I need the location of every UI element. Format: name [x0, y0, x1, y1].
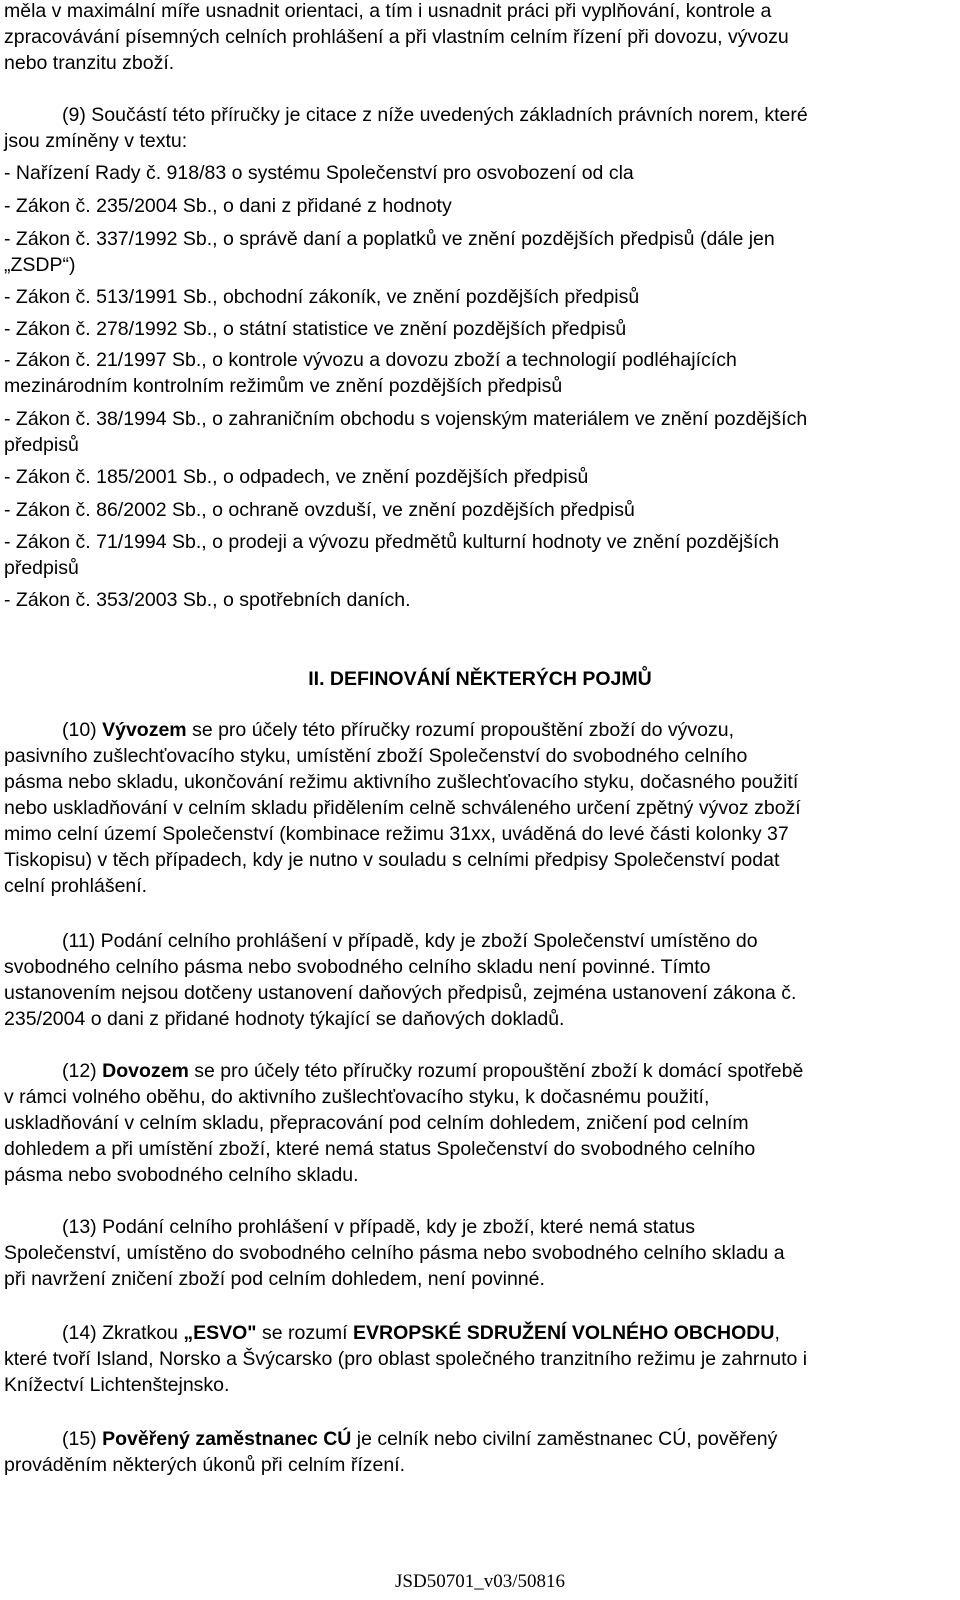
paragraph-12-line: uskladňování v celním skladu, přepracování pod celním dohledem, zničení pod celním [4, 1112, 749, 1134]
paragraph-10-line: pásma nebo skladu, ukončování režimu aktivního zušlechťovacího styku, dočasného použití [4, 771, 799, 793]
paragraph-text: se pro účely této příručky rozumí propouštění zboží do vývozu, [186, 719, 734, 741]
law-list-item: - Zákon č. 21/1997 Sb., o kontrole vývozu a dovozu zboží a technologií podléhajících [4, 349, 737, 371]
paragraph-13-line: (13) Podání celního prohlášení v případě, kdy je zboží, které nemá status [62, 1216, 696, 1238]
paragraph-10-line: nebo uskladňování v celním skladu přidělením celně schváleného určení zpětný vývoz zboží [4, 797, 801, 819]
law-list-item: - Zákon č. 278/1992 Sb., o státní statistice ve znění pozdějších předpisů [4, 318, 627, 340]
paragraph-number: (12) [62, 1060, 103, 1082]
paragraph-14-first-line [62, 1320, 780, 1346]
paragraph-10-line: Tiskopisu) v těch případech, kdy je nutno v souladu s celními předpisy Společenství podat [4, 849, 780, 871]
law-list-item: - Zákon č. 71/1994 Sb., o prodeji a vývozu předmětů kulturní hodnoty ve znění pozdějších [4, 531, 780, 553]
paragraph-9-line: jsou zmíněny v textu: [4, 130, 188, 152]
paragraph-number: (10) [62, 719, 103, 741]
abbreviation: „ESVO" [183, 1322, 257, 1344]
law-list-item: mezinárodním kontrolním režimům ve znění pozdějších předpisů [4, 375, 563, 397]
paragraph-11-line: (11) Podání celního prohlášení v případě, kdy je zboží Společenství umístěno do [62, 930, 758, 952]
paragraph-text: se rozumí [256, 1322, 354, 1344]
paragraph-14-line: které tvoří Island, Norsko a Švýcarsko (pro oblast společného tranzitního režimu je zahrnuto i [4, 1348, 808, 1370]
law-list-item: předpisů [4, 434, 79, 456]
paragraph-text: je celník nebo civilní zaměstnanec CÚ, pověřený [351, 1428, 778, 1450]
paragraph-15-first-line [62, 1426, 777, 1452]
paragraph-10-line: celní prohlášení. [4, 875, 148, 897]
section-heading: II. DEFINOVÁNÍ NĚKTERÝCH POJMŮ [308, 668, 652, 690]
defined-term: Vývozem [102, 719, 187, 741]
paragraph-text: , [774, 1322, 780, 1344]
text-line: zpracovávání písemných celních prohlášení a při vlastním celním řízení při dovozu, vývozu [4, 26, 789, 48]
paragraph-12-line: dohledem a při umístění zboží, které nemá status Společenství do svobodného celního [4, 1138, 756, 1160]
law-list-item: - Zákon č. 38/1994 Sb., o zahraničním obchodu s vojenským materiálem ve znění pozdějších [4, 408, 808, 430]
law-list-item: - Zákon č. 235/2004 Sb., o dani z přidané z hodnoty [4, 195, 452, 217]
paragraph-9-line: (9) Součástí této příručky je citace z níže uvedených základních právních norem, které [62, 104, 808, 126]
defined-term: Pověřený zaměstnanec CÚ [102, 1428, 352, 1450]
paragraph-15-line: prováděním některých úkonů při celním řízení. [4, 1454, 406, 1476]
abbreviation-full-name: EVROPSKÉ SDRUŽENÍ VOLNÉHO OBCHODU [353, 1322, 775, 1344]
paragraph-10-line: mimo celní území Společenství (kombinace režimu 31xx, uváděná do levé části kolonky 37 [4, 823, 789, 845]
paragraph-10-line: pasivního zušlechťovacího styku, umístění zboží Společenství do svobodného celního [4, 745, 748, 767]
law-list-item: „ZSDP“) [4, 254, 76, 276]
paragraph-13-line: při navržení zničení zboží pod celním dohledem, není povinné. [4, 1268, 545, 1290]
paragraph-11-line: 235/2004 o dani z přidané hodnoty týkající se daňových dokladů. [4, 1008, 565, 1030]
paragraph-text: (14) Zkratkou [62, 1322, 184, 1344]
page-footer: JSD50701_v03/50816 [395, 1571, 565, 1592]
law-list-item: - Zákon č. 513/1991 Sb., obchodní zákoník, ve znění pozdějších předpisů [4, 286, 640, 308]
text-line: měla v maximální míře usnadnit orientaci, a tím i usnadnit práci při vyplňování, kontrole a [4, 0, 772, 22]
paragraph-11-line: ustanovením nejsou dotčeny ustanovení daňových předpisů, zejména ustanovení zákona č. [4, 982, 797, 1004]
law-list-item: - Zákon č. 185/2001 Sb., o odpadech, ve znění pozdějších předpisů [4, 466, 589, 488]
law-list-item: předpisů [4, 557, 79, 579]
paragraph-text: se pro účely této příručky rozumí propouštění zboží k domácí spotřebě [188, 1060, 804, 1082]
defined-term: Dovozem [102, 1060, 189, 1082]
law-list-item: - Zákon č. 86/2002 Sb., o ochraně ovzduší, ve znění pozdějších předpisů [4, 499, 635, 521]
law-list-item: - Zákon č. 337/1992 Sb., o správě daní a poplatků ve znění pozdějších předpisů (dále jen [4, 228, 775, 250]
paragraph-13-line: Společenství, umístěno do svobodného celního pásma nebo svobodného celního skladu a [4, 1242, 785, 1264]
text-line: nebo tranzitu zboží. [4, 52, 175, 74]
paragraph-number: (15) [62, 1428, 103, 1450]
paragraph-11-line: svobodného celního pásma nebo svobodného celního skladu není povinné. Tímto [4, 956, 711, 978]
paragraph-14-line: Knížectví Lichtenštejnsko. [4, 1374, 230, 1396]
paragraph-12-line: pásma nebo svobodného celního skladu. [4, 1164, 359, 1186]
law-list-item: - Nařízení Rady č. 918/83 o systému Společenství pro osvobození od cla [4, 162, 634, 184]
law-list-item: - Zákon č. 353/2003 Sb., o spotřebních daních. [4, 589, 411, 611]
paragraph-12-first-line [62, 1058, 803, 1084]
paragraph-10-first-line [62, 717, 734, 743]
paragraph-12-line: v rámci volného oběhu, do aktivního zušlechťovacího styku, k dočasnému použití, [4, 1086, 710, 1108]
